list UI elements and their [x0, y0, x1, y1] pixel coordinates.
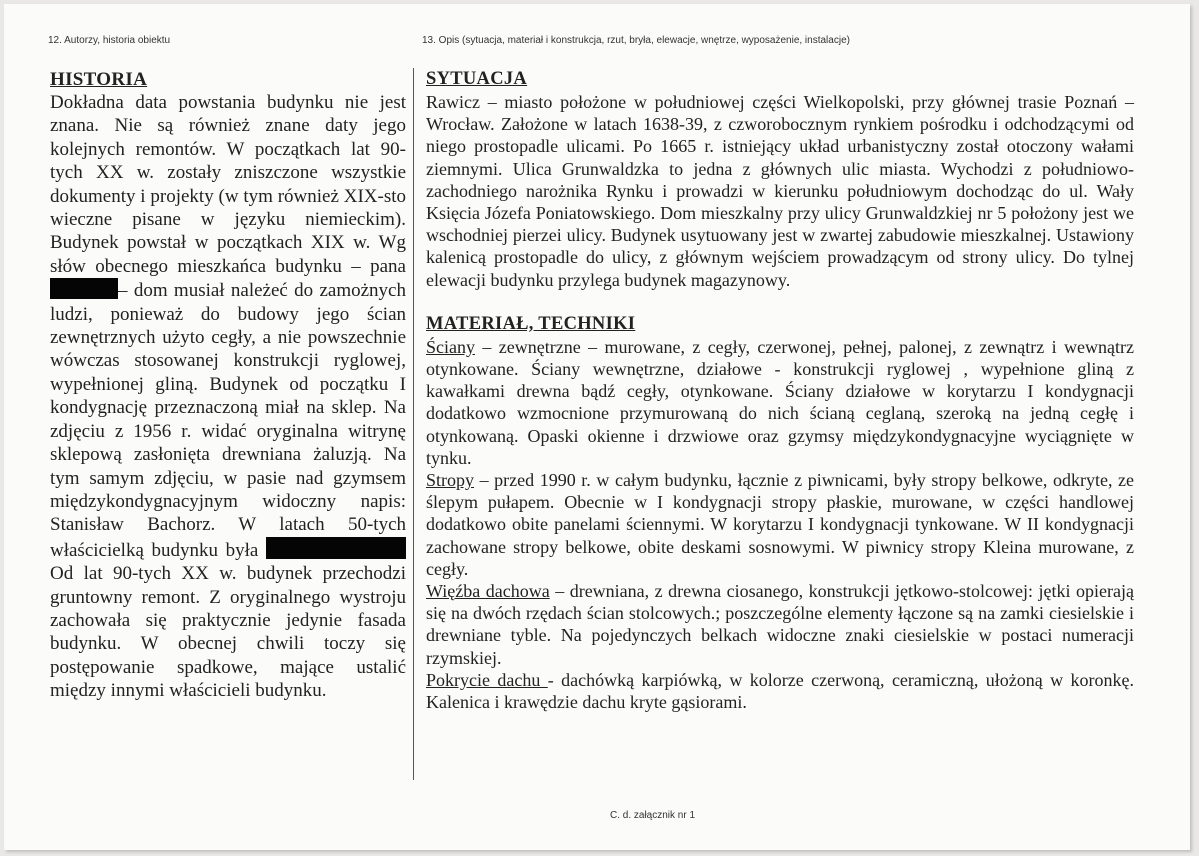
- roof-truss-text: – drewniana, z drewna ciosanego, konstrukcji jętkowo-stolcowej: jętki opierają się na dwóch rzędach ścian stolcowych.; poszczególne elementy łączone są na zamki ciesielskie i drewniane tyble. Na pojedynczych belkach widoczne znaki ciesielskie w postaci numeracji rzymskiej.: [426, 581, 1134, 668]
- header-authors-history: 12. Autorzy, historia obiektu: [48, 35, 171, 46]
- history-column: [50, 68, 406, 703]
- roofing-paragraph: [426, 669, 1134, 713]
- history-text-part1: Dokładna data powstania budynku nie jest znana. Nie są również znane daty jego kolejnych remontów. W początkach lat 90-tych XX w. zostały zniszczone wszystkie dokumenty i projekty (w tym również XIX-sto wieczne pisane w języku niemieckim). Budynek powstał w początkach XIX w. Wg słów obecnego mieszkańca budynku – pana: [50, 92, 406, 277]
- walls-label: Ściany: [426, 336, 475, 357]
- roofing-label: Pokrycie dachu: [426, 669, 548, 690]
- history-text: [50, 91, 406, 703]
- footer-annex-note: C. d. załącznik nr 1: [610, 810, 696, 821]
- roofing-text: - dachówką karpiówką, w kolorze czerwoną, ceramiczną, ułożoną w koronkę. Kalenica i krawędzie dachu kryte gąsiorami.: [426, 669, 1135, 713]
- history-text-part2: – dom musiał należeć do zamożnych ludzi, ponieważ do budowy jego ścian zewnętrznych użyto cegły, a nie powszechnie wówczas stosowanej konstrukcji ryglowej, wypełnionej gliną. Budynek od początku I kondygnację przeznaczoną miał na sklep. Na zdjęciu z 1956 r. widać oryginalna witrynę sklepową zasłonięta drewniana żaluzją. Na tym samym zdjęciu, w pasie nad gzymsem międzykondygnacyjnym widoczny napis: Stanisław Bachorz. W latach 50-tych właścicielką budynku była: [50, 280, 406, 561]
- roof-truss-label: Więźba dachowa: [426, 581, 550, 602]
- header-description: 13. Opis (sytuacja, materiał i konstrukcja, rzut, bryła, elewacje, wnętrze, wyposażenie, instalacje): [422, 35, 850, 46]
- document-page: [4, 4, 1190, 850]
- column-divider: [413, 68, 414, 780]
- ceilings-text: – przed 1990 r. w całym budynku, łącznie z piwnicami, były stropy belkowe, odkryte, ze ślepym pułapem. Obecnie w I kondygnacji stropy płaskie, murowane, w części handlowej dodatkowo obite panelami ściennymi. W korytarzu I kondygnacji tynkowane. W II kondygnacji zachowane stropy belkowe, obite deskami sosnowymi. W piwnicy stropy Kleina murowane, z cegły.: [426, 470, 1134, 579]
- walls-text: – zewnętrzne – murowane, z cegły, czerwonej, pełnej, palonej, z zewnątrz i wewnątrz otynkowane. Ściany wewnętrzne, działowe - konstrukcji ryglowej , wypełnione gliną z kawałkami drewna bądź cegły, otynkowane. Ściany działowe w korytarzu I kondygnacji dodatkowo wzmocnione przymurowaną do nich ścianą ceglaną, szeroką na jedną cegłę i otynkowaną. Opaski okienne i drzwiowe oraz gzymsy międzykondygnacyjne wyciągnięte w tynku.: [426, 336, 1134, 468]
- redaction-block: [266, 537, 406, 559]
- ceilings-paragraph: [426, 469, 1134, 580]
- redaction-block: [50, 278, 118, 299]
- ceilings-label: Stropy: [426, 470, 475, 491]
- material-heading: MATERIAŁ, TECHNIKI: [426, 313, 636, 334]
- roof-truss-paragraph: [426, 580, 1134, 669]
- history-heading: HISTORIA: [50, 69, 148, 90]
- description-column: [426, 68, 1134, 713]
- situation-heading: SYTUACJA: [426, 69, 528, 89]
- walls-paragraph: [426, 336, 1134, 469]
- situation-text: Rawicz – miasto położone w południowej części Wielkopolski, przy głównej trasie Poznań – Wrocław. Założone w latach 1638-39, z czworobocznym rynkiem pośrodku i odchodzącymi od niego prostopadle ulicami. Po 1665 r. istniejący układ urbanistyczny został otoczony wałami ziemnymi. Ulica Grunwaldzka to jedna z głównych ulic miasta. Wychodzi z południowo-zachodniego narożnika Rynku i prowadzi w kierunku południowym dochodząc do ul. Wały Księcia Józefa Poniatowskiego. Dom mieszkalny przy ulicy Grunwaldzkiej nr 5 położony jest we wschodniej pierzei ulicy. Budynek usytuowany jest w zwartej zabudowie mieszkalnej. Ustawiony kalenicą prostopadle do ulicy, z głównym wejściem prowadzącym od strony ulicy. Do tylnej elewacji budynku przylega budynek magazynowy.: [426, 92, 1134, 290]
- history-text-part3: Od lat 90-tych XX w. budynek przechodzi gruntowny remont. Z oryginalnego wystroju zachowała się praktycznie jedynie fasada budynku. W obecnej chwili toczy się postępowanie spadkowe, mające ustalić między innymi właścicieli budynku.: [50, 563, 406, 702]
